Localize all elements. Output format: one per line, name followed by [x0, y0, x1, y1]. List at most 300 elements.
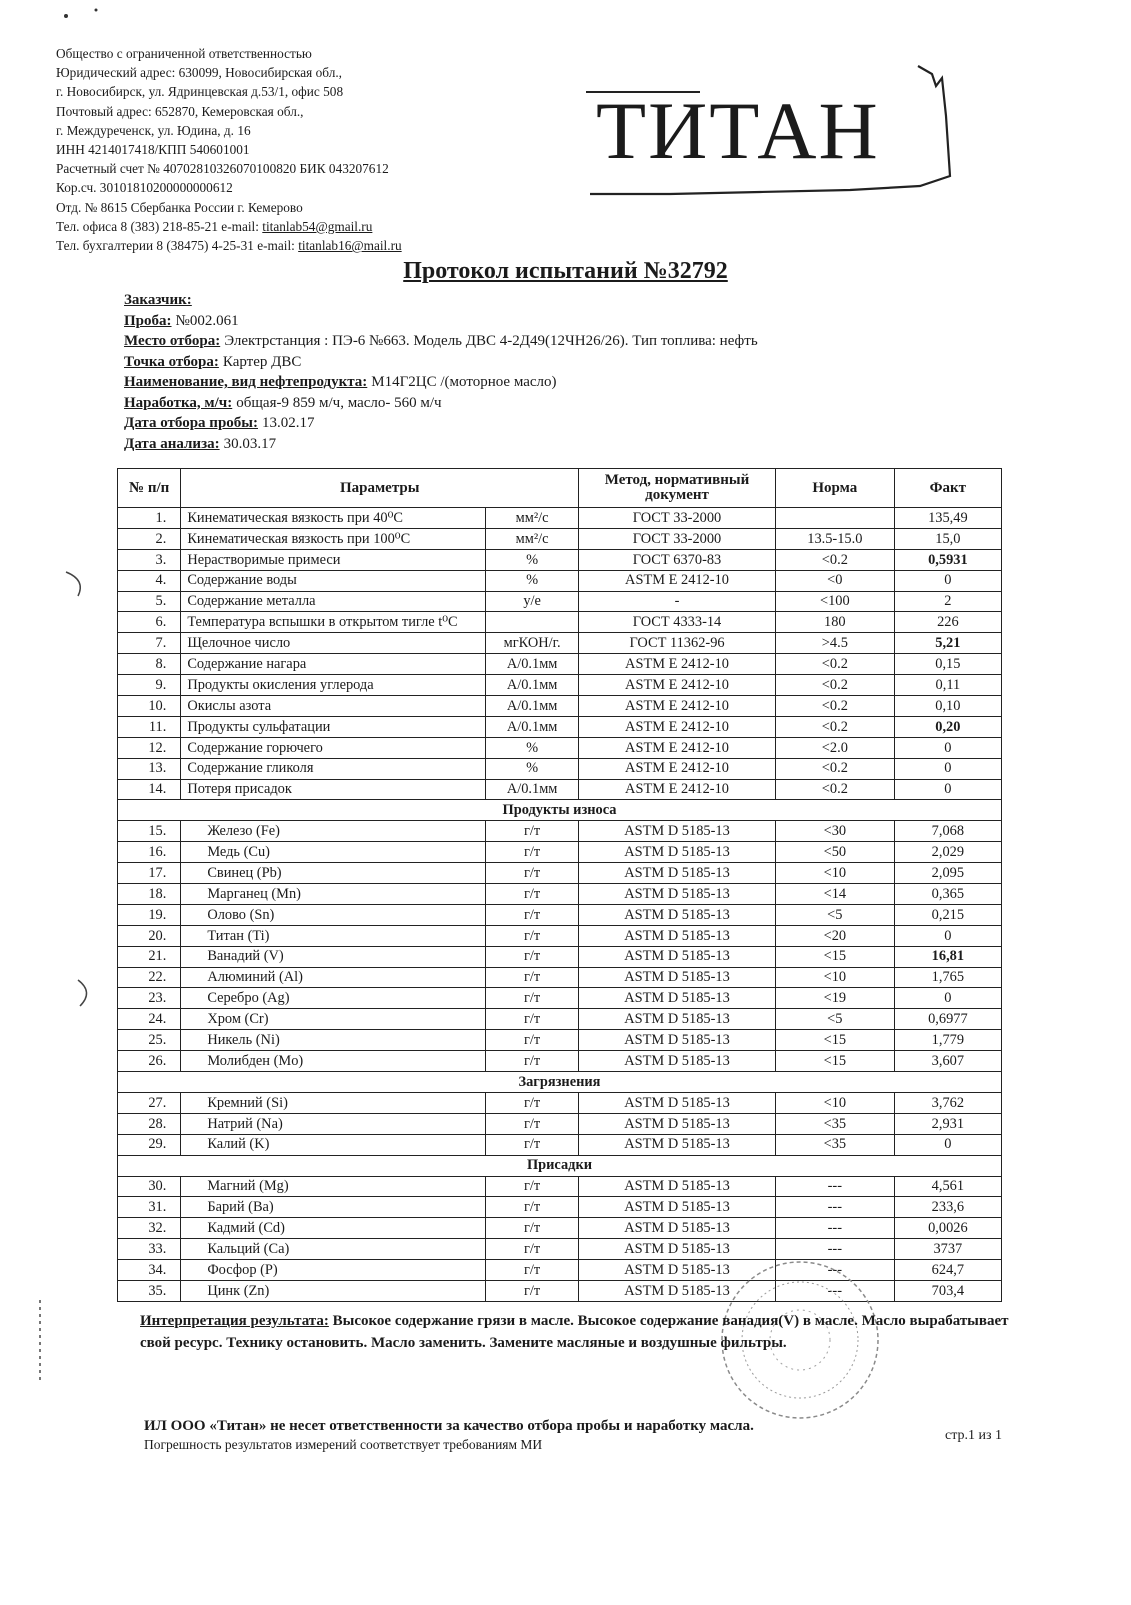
- param-method: ASTM D 5185-13: [579, 1260, 776, 1281]
- table-row: [118, 1030, 1002, 1051]
- page-number: стр.1 из 1: [945, 1428, 1003, 1443]
- meta-label: Дата анализа:: [124, 435, 220, 452]
- param-norm: <15: [775, 1051, 894, 1072]
- param-name: Цинк (Zn): [181, 1280, 486, 1301]
- table-row: [118, 904, 1002, 925]
- company-line: Юридический адрес: 630099, Новосибирская обл.,: [56, 65, 342, 81]
- table-row: [118, 1009, 1002, 1030]
- param-fact: 15,0: [894, 528, 1001, 549]
- interpretation: [140, 1310, 1010, 1354]
- param-method: ASTM D 5185-13: [579, 1134, 776, 1155]
- param-norm: 13.5-15.0: [775, 528, 894, 549]
- param-method: ГОСТ 4333-14: [579, 612, 776, 633]
- row-number: 12.: [118, 737, 181, 758]
- param-unit: г/т: [486, 988, 579, 1009]
- param-name: Фосфор (P): [181, 1260, 486, 1281]
- meta-value: общая-9 859 м/ч, масло- 560 м/ч: [236, 394, 442, 411]
- param-norm: <5: [775, 1009, 894, 1030]
- row-number: 14.: [118, 779, 181, 800]
- param-unit: г/т: [486, 904, 579, 925]
- header-fact: Факт: [894, 469, 1001, 508]
- param-fact: 3,607: [894, 1051, 1001, 1072]
- param-norm: ---: [775, 1260, 894, 1281]
- param-fact: 1,779: [894, 1030, 1001, 1051]
- meta-value: Картер ДВС: [222, 353, 302, 370]
- results-table: [117, 468, 1002, 1302]
- param-unit: г/т: [486, 821, 579, 842]
- param-method: ASTM D 5185-13: [579, 1239, 776, 1260]
- param-norm: <50: [775, 842, 894, 863]
- company-line: Почтовый адрес: 652870, Кемеровская обл.,: [56, 103, 304, 119]
- param-unit: г/т: [486, 1030, 579, 1051]
- meta-value: №002.061: [175, 312, 239, 329]
- param-method: ASTM D 5185-13: [579, 1197, 776, 1218]
- rows-contam: [118, 1092, 1002, 1155]
- param-norm: <20: [775, 925, 894, 946]
- table-row: [118, 1113, 1002, 1134]
- param-unit: А/0.1мм: [486, 654, 579, 675]
- row-number: 1.: [118, 508, 181, 529]
- param-name: Титан (Ti): [181, 925, 486, 946]
- table-row: [118, 1176, 1002, 1197]
- meta-row: [124, 352, 758, 373]
- param-unit: мм²/с: [486, 528, 579, 549]
- param-unit: г/т: [486, 1113, 579, 1134]
- param-fact: 0: [894, 925, 1001, 946]
- param-fact: 0,365: [894, 884, 1001, 905]
- param-name: Барий (Ba): [181, 1197, 486, 1218]
- param-unit: мм²/с: [486, 508, 579, 529]
- interpretation-text: Высокое содержание грязи в масле. Высокое содержание ванадия(V) в масле. Масло вырабатывает свой ресурс. Технику остановить. Масло заменить. Замените масляные и воздушные фильтры.: [140, 1313, 1009, 1351]
- row-number: 2.: [118, 528, 181, 549]
- param-method: ASTM E 2412-10: [579, 779, 776, 800]
- param-fact: 2,931: [894, 1113, 1001, 1134]
- param-fact: 0: [894, 570, 1001, 591]
- param-norm: ---: [775, 1197, 894, 1218]
- row-number: 8.: [118, 654, 181, 675]
- page-title: Протокол испытаний №32792: [403, 258, 728, 284]
- param-fact: 4,561: [894, 1176, 1001, 1197]
- row-number: 34.: [118, 1260, 181, 1281]
- meta-row: [124, 331, 758, 352]
- param-method: ASTM D 5185-13: [579, 1280, 776, 1301]
- param-unit: г/т: [486, 1176, 579, 1197]
- meta-label: Наработка, м/ч:: [124, 394, 233, 411]
- param-norm: <15: [775, 946, 894, 967]
- param-name: Алюминий (Al): [181, 967, 486, 988]
- meta-label: Дата отбора пробы:: [124, 415, 258, 431]
- param-fact: 0,10: [894, 696, 1001, 717]
- param-unit: г/т: [486, 1051, 579, 1072]
- param-method: ASTM E 2412-10: [579, 737, 776, 758]
- param-fact: 0: [894, 988, 1001, 1009]
- table-row: [118, 696, 1002, 717]
- company-line: Отд. № 8615 Сбербанка России г. Кемерово: [56, 199, 303, 215]
- param-method: ГОСТ 33-2000: [579, 528, 776, 549]
- row-number: 32.: [118, 1218, 181, 1239]
- company-line: Расчетный счет № 40702810326070100820 БИК 043207612: [56, 161, 389, 177]
- param-norm: <0.2: [775, 654, 894, 675]
- param-fact: 226: [894, 612, 1001, 633]
- param-method: ASTM D 5185-13: [579, 863, 776, 884]
- row-number: 9.: [118, 675, 181, 696]
- param-name: Содержание горючего: [181, 737, 486, 758]
- row-number: 22.: [118, 967, 181, 988]
- row-number: 6.: [118, 612, 181, 633]
- row-number: 10.: [118, 696, 181, 717]
- param-norm: <35: [775, 1134, 894, 1155]
- param-norm: <14: [775, 884, 894, 905]
- param-norm: <0.2: [775, 716, 894, 737]
- param-fact: 7,068: [894, 821, 1001, 842]
- param-method: ASTM D 5185-13: [579, 1051, 776, 1072]
- param-norm: <5: [775, 904, 894, 925]
- table-row: [118, 1218, 1002, 1239]
- row-number: 3.: [118, 549, 181, 570]
- row-number: 25.: [118, 1030, 181, 1051]
- param-fact: 0: [894, 758, 1001, 779]
- company-line: Кор.сч. 30101810200000000612: [56, 180, 233, 196]
- param-unit: г/т: [486, 842, 579, 863]
- phone-office: Тел. офиса 8 (383) 218-85-21 e-mail:: [56, 218, 259, 234]
- header-params: Параметры: [181, 469, 579, 508]
- param-fact: 233,6: [894, 1197, 1001, 1218]
- param-norm: ---: [775, 1280, 894, 1301]
- param-unit: г/т: [486, 1092, 579, 1113]
- param-norm: >4.5: [775, 633, 894, 654]
- section-wear: [118, 800, 1002, 821]
- param-norm: <2.0: [775, 737, 894, 758]
- param-norm: <0.2: [775, 779, 894, 800]
- param-name: Кинематическая вязкость при 40⁰С: [181, 508, 486, 529]
- param-name: Содержание нагара: [181, 654, 486, 675]
- email-office-link[interactable]: titanlab54@gmail.ru: [262, 218, 373, 234]
- param-method: ASTM D 5185-13: [579, 904, 776, 925]
- row-number: 7.: [118, 633, 181, 654]
- param-method: ASTM D 5185-13: [579, 1009, 776, 1030]
- table-row: [118, 946, 1002, 967]
- param-method: ASTM D 5185-13: [579, 1218, 776, 1239]
- header-method: Метод, нормативный документ: [579, 469, 776, 508]
- param-name: Калий (K): [181, 1134, 486, 1155]
- table-row: [118, 716, 1002, 737]
- section-title-wear: Продукты износа: [118, 800, 1002, 821]
- param-unit: г/т: [486, 863, 579, 884]
- param-unit: г/т: [486, 925, 579, 946]
- param-fact: 3,762: [894, 1092, 1001, 1113]
- param-norm: <30: [775, 821, 894, 842]
- param-norm: ---: [775, 1176, 894, 1197]
- table-row: [118, 528, 1002, 549]
- meta-label: Точка отбора:: [124, 353, 219, 370]
- param-fact: 0: [894, 737, 1001, 758]
- param-fact: 0,11: [894, 675, 1001, 696]
- meta-label: Наименование, вид нефтепродукта:: [124, 374, 368, 390]
- param-fact: 624,7: [894, 1260, 1001, 1281]
- param-norm: <35: [775, 1113, 894, 1134]
- param-method: ASTM D 5185-13: [579, 884, 776, 905]
- row-number: 24.: [118, 1009, 181, 1030]
- param-fact: 1,765: [894, 967, 1001, 988]
- table-row: [118, 1197, 1002, 1218]
- header-num: № п/п: [118, 469, 181, 508]
- rows-main: [118, 508, 1002, 800]
- param-unit: г/т: [486, 1009, 579, 1030]
- param-unit: г/т: [486, 1197, 579, 1218]
- param-name: Содержание гликоля: [181, 758, 486, 779]
- param-unit: у/е: [486, 591, 579, 612]
- table-row: [118, 633, 1002, 654]
- param-name: Нерастворимые примеси: [181, 549, 486, 570]
- param-name: Железо (Fe): [181, 821, 486, 842]
- table-row: [118, 925, 1002, 946]
- param-norm: <10: [775, 863, 894, 884]
- param-norm: <15: [775, 1030, 894, 1051]
- param-fact: 3737: [894, 1239, 1001, 1260]
- param-name: Кремний (Si): [181, 1092, 486, 1113]
- phone-accounting: Тел. бухгалтерии 8 (38475) 4-25-31 e-mail:: [56, 238, 295, 254]
- param-norm: <10: [775, 1092, 894, 1113]
- param-name: Окислы азота: [181, 696, 486, 717]
- company-contact-accounting: [56, 236, 526, 255]
- table-row: [118, 967, 1002, 988]
- row-number: 16.: [118, 842, 181, 863]
- table-header-row: [118, 469, 1002, 508]
- param-fact: 0,20: [894, 716, 1001, 737]
- param-norm: <0.2: [775, 675, 894, 696]
- meta-label: Место отбора:: [124, 333, 221, 349]
- row-number: 19.: [118, 904, 181, 925]
- param-name: Продукты окисления углерода: [181, 675, 486, 696]
- meta-row: [124, 290, 758, 311]
- param-name: Ванадий (V): [181, 946, 486, 967]
- row-number: 20.: [118, 925, 181, 946]
- rows-wear: [118, 821, 1002, 1072]
- meta-row: [124, 372, 758, 393]
- param-method: -: [579, 591, 776, 612]
- meta-value: Электрстанция : ПЭ-6 №663. Модель ДВС 4-2Д49(12ЧН26/26). Тип топлива: нефть: [224, 333, 758, 349]
- param-name: Молибден (Mo): [181, 1051, 486, 1072]
- param-method: ASTM E 2412-10: [579, 654, 776, 675]
- param-name: Никель (Ni): [181, 1030, 486, 1051]
- param-name: Температура вспышки в открытом тигле t⁰С: [181, 612, 486, 633]
- param-fact: 16,81: [894, 946, 1001, 967]
- param-method: ASTM D 5185-13: [579, 821, 776, 842]
- param-fact: 0: [894, 779, 1001, 800]
- param-method: ASTM E 2412-10: [579, 675, 776, 696]
- param-fact: 0,215: [894, 904, 1001, 925]
- row-number: 29.: [118, 1134, 181, 1155]
- row-number: 28.: [118, 1113, 181, 1134]
- table-row: [118, 508, 1002, 529]
- param-fact: 0: [894, 1134, 1001, 1155]
- table-row: [118, 737, 1002, 758]
- param-unit: А/0.1мм: [486, 696, 579, 717]
- section-title-additives: Присадки: [118, 1155, 1002, 1176]
- param-fact: 2: [894, 591, 1001, 612]
- param-norm: <19: [775, 988, 894, 1009]
- table-row: [118, 779, 1002, 800]
- section-additives: [118, 1155, 1002, 1176]
- param-method: ASTM D 5185-13: [579, 988, 776, 1009]
- titan-logo: [580, 56, 1000, 196]
- table-row: [118, 570, 1002, 591]
- param-method: ASTM D 5185-13: [579, 925, 776, 946]
- section-title-contam: Загрязнения: [118, 1072, 1002, 1093]
- logo-text: ТИТАН: [596, 85, 880, 176]
- param-name: Олово (Sn): [181, 904, 486, 925]
- row-number: 17.: [118, 863, 181, 884]
- param-name: Натрий (Na): [181, 1113, 486, 1134]
- param-norm: <0.2: [775, 696, 894, 717]
- param-method: ASTM D 5185-13: [579, 1030, 776, 1051]
- header-norm: Норма: [775, 469, 894, 508]
- param-norm: <100: [775, 591, 894, 612]
- param-unit: г/т: [486, 946, 579, 967]
- param-method: ASTM D 5185-13: [579, 1176, 776, 1197]
- param-unit: %: [486, 737, 579, 758]
- param-name: Потеря присадок: [181, 779, 486, 800]
- param-unit: %: [486, 570, 579, 591]
- table-row: [118, 863, 1002, 884]
- table-row: [118, 1092, 1002, 1113]
- meta-value: 30.03.17: [223, 435, 277, 452]
- section-contam: [118, 1072, 1002, 1093]
- meta-label: Проба:: [124, 312, 172, 329]
- meta-label: Заказчик:: [124, 292, 192, 308]
- param-name: Продукты сульфатации: [181, 716, 486, 737]
- table-row: [118, 654, 1002, 675]
- interpretation-label: Интерпретация результата:: [140, 1313, 329, 1329]
- param-unit: А/0.1мм: [486, 675, 579, 696]
- row-number: 4.: [118, 570, 181, 591]
- param-unit: мгКОН/г.: [486, 633, 579, 654]
- param-norm: <0: [775, 570, 894, 591]
- accuracy-note: Погрешность результатов измерений соответствует требованиям МИ: [144, 1437, 543, 1452]
- table-row: [118, 821, 1002, 842]
- table-row: [118, 675, 1002, 696]
- row-number: 33.: [118, 1239, 181, 1260]
- param-fact: 2,095: [894, 863, 1001, 884]
- param-fact: 0,6977: [894, 1009, 1001, 1030]
- param-norm: <10: [775, 967, 894, 988]
- param-unit: А/0.1мм: [486, 716, 579, 737]
- param-unit: [486, 612, 579, 633]
- param-fact: 2,029: [894, 842, 1001, 863]
- param-norm: <0.2: [775, 549, 894, 570]
- table-row: [118, 1051, 1002, 1072]
- param-name: Кинематическая вязкость при 100⁰С: [181, 528, 486, 549]
- email-accounting-link[interactable]: titanlab16@mail.ru: [298, 238, 402, 254]
- param-name: Содержание металла: [181, 591, 486, 612]
- param-name: Марганец (Mn): [181, 884, 486, 905]
- row-number: 23.: [118, 988, 181, 1009]
- row-number: 30.: [118, 1176, 181, 1197]
- param-norm: 180: [775, 612, 894, 633]
- row-number: 18.: [118, 884, 181, 905]
- meta-value: М14Г2ЦС /(моторное масло): [371, 374, 557, 390]
- meta-row: [124, 311, 758, 332]
- sample-info: [124, 290, 758, 454]
- param-name: Свинец (Pb): [181, 863, 486, 884]
- param-norm: ---: [775, 1218, 894, 1239]
- company-line: Общество с ограниченной ответственностью: [56, 46, 312, 61]
- param-method: ASTM D 5185-13: [579, 1092, 776, 1113]
- param-method: ГОСТ 33-2000: [579, 508, 776, 529]
- param-fact: 5,21: [894, 633, 1001, 654]
- param-method: ASTM E 2412-10: [579, 696, 776, 717]
- param-fact: 0,0026: [894, 1218, 1001, 1239]
- param-name: Магний (Mg): [181, 1176, 486, 1197]
- company-requisites: [56, 44, 526, 255]
- param-name: Содержание воды: [181, 570, 486, 591]
- disclaimer: ИЛ ООО «Титан» не несет ответственности за качество отбора пробы и наработку масла.: [144, 1418, 754, 1434]
- param-unit: г/т: [486, 884, 579, 905]
- row-number: 31.: [118, 1197, 181, 1218]
- param-method: ASTM D 5185-13: [579, 967, 776, 988]
- param-name: Медь (Cu): [181, 842, 486, 863]
- param-unit: А/0.1мм: [486, 779, 579, 800]
- param-unit: %: [486, 549, 579, 570]
- row-number: 5.: [118, 591, 181, 612]
- param-fact: 0,15: [894, 654, 1001, 675]
- param-name: Кальций (Ca): [181, 1239, 486, 1260]
- table-row: [118, 591, 1002, 612]
- param-name: Кадмий (Cd): [181, 1218, 486, 1239]
- param-method: ASTM D 5185-13: [579, 1113, 776, 1134]
- row-number: 13.: [118, 758, 181, 779]
- table-row: [118, 842, 1002, 863]
- param-fact: 703,4: [894, 1280, 1001, 1301]
- meta-row: [124, 413, 758, 434]
- param-name: Хром (Cr): [181, 1009, 486, 1030]
- param-norm: [775, 508, 894, 529]
- table-row: [118, 988, 1002, 1009]
- row-number: 15.: [118, 821, 181, 842]
- table-row: [118, 758, 1002, 779]
- param-unit: г/т: [486, 967, 579, 988]
- meta-row: [124, 393, 758, 414]
- param-unit: %: [486, 758, 579, 779]
- param-method: ASTM D 5185-13: [579, 946, 776, 967]
- param-unit: г/т: [486, 1134, 579, 1155]
- row-number: 11.: [118, 716, 181, 737]
- param-name: Серебро (Ag): [181, 988, 486, 1009]
- company-line: г. Новосибирск, ул. Ядринцевская д.53/1, офис 508: [56, 84, 344, 100]
- param-method: ASTM E 2412-10: [579, 758, 776, 779]
- param-unit: г/т: [486, 1280, 579, 1301]
- param-method: ASTM E 2412-10: [579, 716, 776, 737]
- meta-value: 13.02.17: [262, 415, 315, 431]
- table-row: [118, 884, 1002, 905]
- row-number: 21.: [118, 946, 181, 967]
- table-row: [118, 549, 1002, 570]
- row-number: 35.: [118, 1280, 181, 1301]
- param-method: ASTM D 5185-13: [579, 842, 776, 863]
- param-method: ГОСТ 6370-83: [579, 549, 776, 570]
- table-row: [118, 1134, 1002, 1155]
- table-row: [118, 612, 1002, 633]
- param-unit: г/т: [486, 1260, 579, 1281]
- company-contact-office: [56, 217, 526, 236]
- row-number: 26.: [118, 1051, 181, 1072]
- param-unit: г/т: [486, 1239, 579, 1260]
- param-norm: ---: [775, 1239, 894, 1260]
- company-line: ИНН 4214017418/КПП 540601001: [56, 142, 250, 158]
- param-unit: г/т: [486, 1218, 579, 1239]
- param-norm: <0.2: [775, 758, 894, 779]
- row-number: 27.: [118, 1092, 181, 1113]
